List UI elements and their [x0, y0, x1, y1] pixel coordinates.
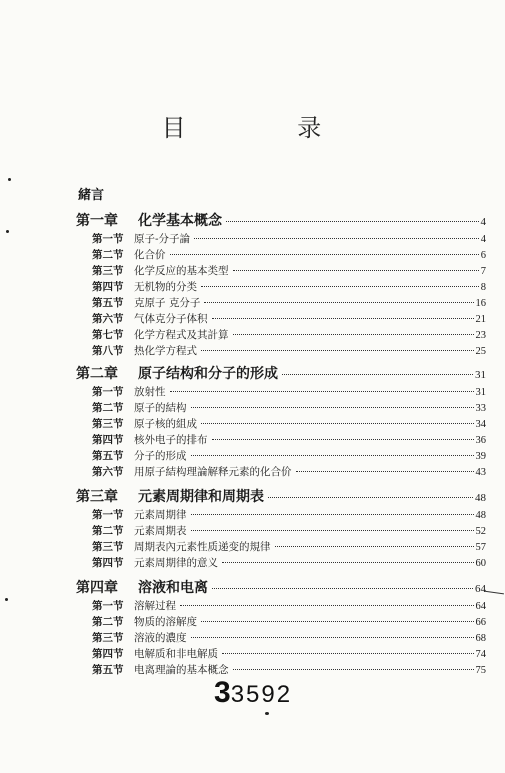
toc-entry-section-1-4 [92, 279, 486, 294]
dot-leader [191, 530, 474, 531]
toc-entry-number: 第四节 [92, 281, 124, 293]
toc-entry-page: 68 [475, 633, 486, 644]
toc-entry-page: 64 [475, 583, 486, 595]
toc-entry-title: 溶解过程 [134, 600, 176, 612]
dot-leader [212, 588, 473, 589]
toc-entry-page: 39 [475, 451, 486, 462]
toc-entry-section-2-5 [92, 448, 486, 463]
toc-entry-page: 64 [475, 601, 486, 612]
toc-entry-number: 第四节 [92, 434, 124, 446]
toc-entry-number: 第三节 [92, 632, 124, 644]
toc-entry-title: 元素周期律和周期表 [138, 489, 264, 505]
toc-entry-page: 21 [475, 314, 486, 325]
toc-entry-section-1-2 [92, 247, 486, 262]
toc-entry-section-1-3 [92, 263, 486, 278]
toc-entry-title: 热化学方程式 [134, 345, 197, 357]
toc-entry-number: 第二节 [92, 249, 124, 261]
dot-leader [194, 238, 479, 239]
toc-entry-title: 化学基本概念 [138, 213, 222, 229]
toc-entry-title: 核外电子的排布 [134, 434, 208, 446]
toc-entry-number: 第二节 [92, 402, 124, 414]
toc-entry-chapter-2 [76, 363, 486, 383]
toc-entry-number: 第五节 [92, 297, 124, 309]
dot-leader [191, 455, 474, 456]
toc-entry-section-4-5 [92, 662, 486, 677]
toc-entry-chapter-3 [76, 486, 486, 506]
scan-speck [265, 712, 269, 715]
toc-entry-number: 第三节 [92, 418, 124, 430]
toc-entry-title: 化学反应的基本类型 [134, 265, 229, 277]
margin-mark [484, 591, 504, 595]
toc-entry-number: 第一节 [92, 600, 124, 612]
toc-entry-section-3-1 [92, 507, 486, 522]
toc-entry-number: 第四节 [92, 557, 124, 569]
toc-entry-title: 原子的結构 [134, 402, 187, 414]
dot-leader [212, 439, 474, 440]
dot-leader [233, 270, 479, 271]
dot-leader [180, 605, 474, 606]
toc-entry-number: 第六节 [92, 466, 124, 478]
toc-entry-section-2-1 [92, 384, 486, 399]
toc-entry-section-3-4 [92, 555, 486, 570]
dot-leader [275, 546, 474, 547]
toc-entry-number: 第一节 [92, 386, 124, 398]
toc-entry-title: 元素周期律 [134, 509, 187, 521]
dot-leader [282, 374, 473, 375]
toc-entry-number: 第三节 [92, 265, 124, 277]
toc-entry-number: 第三节 [92, 541, 124, 553]
dot-leader [201, 621, 474, 622]
toc-entry-page: 75 [475, 665, 486, 676]
toc-entry-page: 23 [475, 330, 486, 341]
toc-entry-title: 电离理論的基本概念 [134, 664, 229, 676]
library-stamp-number [214, 676, 292, 710]
scan-speck [6, 230, 9, 233]
toc-entry-title: 周期表內元素性质递变的規律 [134, 541, 271, 553]
toc-entry-page: 6 [480, 250, 486, 261]
toc-entry-number: 第二节 [92, 616, 124, 628]
dot-leader [201, 286, 479, 287]
dot-leader [226, 221, 479, 222]
scan-speck [5, 598, 8, 601]
toc-preface: 緒言 [78, 188, 105, 203]
toc-entry-page: 74 [475, 649, 486, 660]
toc-entry-section-4-4 [92, 646, 486, 661]
toc-entry-title: 原子-分子論 [134, 233, 191, 245]
toc-entry-section-3-2 [92, 523, 486, 538]
toc-entry-number: 第六节 [92, 313, 124, 325]
toc-entry-title: 元素周期律的意义 [134, 557, 218, 569]
toc-entry-page: 25 [475, 346, 486, 357]
toc-entry-page: 57 [475, 542, 486, 553]
dot-leader [191, 637, 474, 638]
stamp-lead-digit: 3 [214, 676, 231, 709]
toc-entry-chapter-4 [76, 577, 486, 597]
toc-entry-title: 用原子結构理論解释元素的化合价 [134, 466, 292, 478]
dot-leader [204, 302, 473, 303]
toc-entry-section-1-1 [92, 231, 486, 246]
toc-entry-section-2-6 [92, 464, 486, 479]
dot-leader [233, 334, 474, 335]
dot-leader [233, 669, 474, 670]
toc-entry-page: 66 [475, 617, 486, 628]
dot-leader [268, 497, 473, 498]
toc-entry-section-3-3 [92, 539, 486, 554]
toc-entry-section-2-2 [92, 400, 486, 415]
toc-entry-number: 第五节 [92, 664, 124, 676]
dot-leader [296, 471, 474, 472]
toc-entry-page: 52 [475, 526, 486, 537]
toc-entry-section-1-8 [92, 343, 486, 358]
dot-leader [201, 350, 474, 351]
toc-entry-number: 第三章 [76, 489, 118, 505]
toc-entry-chapter-1 [76, 210, 486, 230]
toc-entry-title: 克原子 克分子 [134, 297, 201, 309]
toc-entry-page: 31 [475, 387, 486, 398]
toc-entry-page: 43 [475, 467, 486, 478]
toc-entry-number: 第七节 [92, 329, 124, 341]
dot-leader [191, 514, 474, 515]
toc-entry-page: 8 [480, 282, 486, 293]
toc-entry-title: 化合价 [134, 249, 166, 261]
dot-leader [222, 562, 474, 563]
toc-entry-page: 48 [475, 510, 486, 521]
toc-entry-number: 第二节 [92, 525, 124, 537]
toc-entry-title: 气体克分子体积 [134, 313, 208, 325]
toc-entry-number: 第五节 [92, 450, 124, 462]
toc-entry-section-1-5 [92, 295, 486, 310]
toc-entry-section-2-4 [92, 432, 486, 447]
toc-entry-page: 4 [480, 216, 486, 228]
toc-entry-title: 原子核的組成 [134, 418, 197, 430]
toc-entry-number: 第四章 [76, 580, 118, 596]
toc-entry-number: 第一章 [76, 213, 118, 229]
toc-entry-page: 31 [475, 369, 486, 381]
dot-leader [212, 318, 474, 319]
toc-entry-page: 4 [480, 234, 486, 245]
dot-leader [222, 653, 474, 654]
toc-entry-title: 化学方程式及其計算 [134, 329, 229, 341]
toc-entry-title: 物质的溶解度 [134, 616, 197, 628]
toc-entry-page: 33 [475, 403, 486, 414]
toc-entry-title: 原子结构和分子的形成 [138, 366, 278, 382]
toc-entry-page: 48 [475, 492, 486, 504]
toc-entry-number: 第四节 [92, 648, 124, 660]
toc-entry-title: 分子的形成 [134, 450, 187, 462]
toc-entry-number: 第八节 [92, 345, 124, 357]
toc-entry-number: 第一节 [92, 509, 124, 521]
toc-entry-title: 电解质和非电解质 [134, 648, 218, 660]
toc-entry-number: 第二章 [76, 366, 118, 382]
dot-leader [170, 391, 474, 392]
toc-entry-title: 溶液和电离 [138, 580, 208, 596]
toc-entry-section-4-3 [92, 630, 486, 645]
scan-speck [8, 178, 11, 181]
stamp-digits: 3592 [230, 681, 293, 708]
toc-entry-section-2-3 [92, 416, 486, 431]
toc-entry-section-4-2 [92, 614, 486, 629]
dot-leader [201, 423, 474, 424]
dot-leader [170, 254, 479, 255]
toc-entry-title: 放射性 [134, 386, 166, 398]
toc-entry-section-4-1 [92, 598, 486, 613]
toc-entry-title: 溶液的濃度 [134, 632, 187, 644]
dot-leader [191, 407, 474, 408]
toc-entry-number: 第一节 [92, 233, 124, 245]
toc-entry-page: 34 [475, 419, 486, 430]
toc-entry-title: 元素周期表 [134, 525, 187, 537]
toc-entry-section-1-7 [92, 327, 486, 342]
toc-entry-title: 无机物的分类 [134, 281, 197, 293]
page-title: 目 录 [161, 114, 374, 142]
toc-entry-page: 7 [480, 266, 486, 277]
toc-entry-page: 60 [475, 558, 486, 569]
toc-entry-page: 16 [475, 298, 486, 309]
toc-entry-section-1-6 [92, 311, 486, 326]
toc-entry-page: 36 [475, 435, 486, 446]
